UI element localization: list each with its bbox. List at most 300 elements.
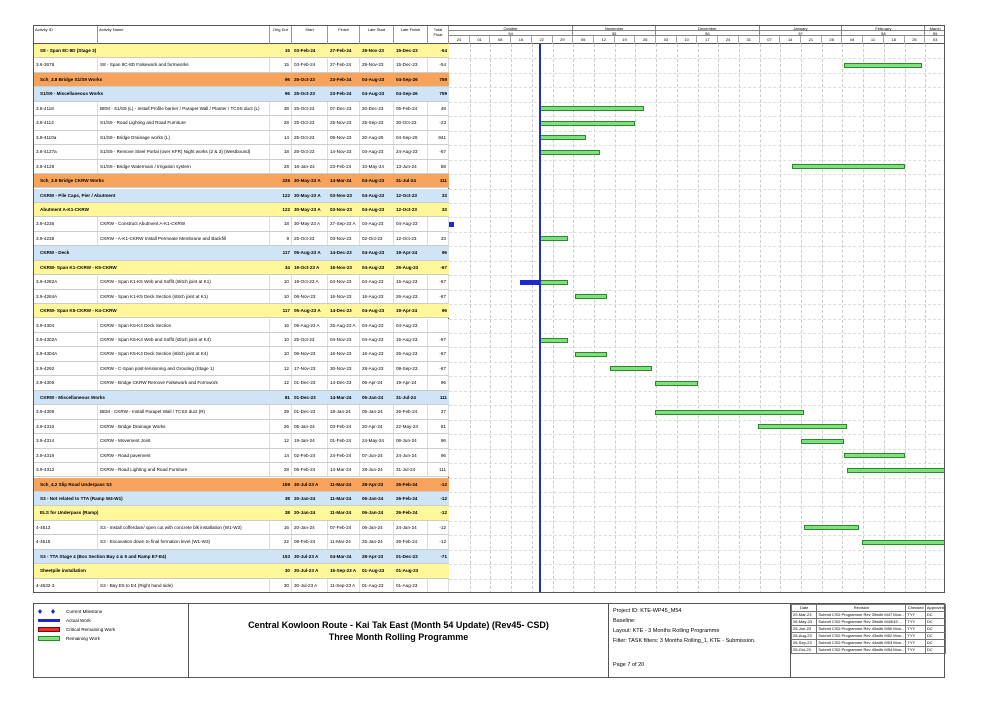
cell-finish: 14-Dec-23 [328, 376, 360, 389]
wbs-band-row[interactable] [34, 550, 449, 564]
activity-bar[interactable] [804, 525, 859, 530]
revision-cell: 28-Aug-23 [792, 633, 817, 640]
month-header: March [925, 26, 945, 31]
cell-lf: 01-Dec-23 [396, 553, 418, 559]
cell-start: 25-Oct-23 [294, 91, 315, 97]
cell-ls: 16-Aug-23 [360, 290, 394, 303]
day-tick: 03 [925, 36, 945, 44]
row-grid-line [449, 376, 945, 377]
cell-name: CKRW - Road pavement [98, 449, 270, 462]
cell-id: 3.9-4312 [34, 463, 98, 476]
actual-bar[interactable] [520, 280, 540, 285]
cell-dur: 28 [270, 116, 292, 129]
cell-id: S3 - Not related to TTA (Ramp W4-W1) [40, 495, 123, 501]
cell-ls: 04-Aug-23 [362, 76, 385, 82]
week-header: 57 [760, 31, 843, 36]
cell-ls: 29-Nov-23 [360, 58, 394, 71]
revision-header-row [792, 605, 946, 612]
row-grid-line [449, 217, 945, 218]
cell-ls: 04-Aug-23 [362, 250, 385, 256]
wbs-band-row[interactable] [34, 478, 449, 492]
cell-start: 25-Oct-23 [292, 333, 328, 346]
cell-dur: 26 [270, 420, 292, 433]
cell-dur: 226 [282, 178, 290, 184]
day-tick: 19 [615, 36, 636, 44]
cell-tf [428, 217, 449, 230]
title-sub: Three Month Rolling Programme [328, 632, 469, 642]
activity-row[interactable] [34, 232, 449, 246]
col-activity-id[interactable]: Activity ID [34, 26, 98, 44]
cell-start: 30-May-23 A [294, 178, 321, 184]
cell-tf: -54 [428, 58, 449, 71]
cell-start: 02-Feb-24 [292, 449, 328, 462]
activity-bar[interactable] [844, 63, 922, 68]
cell-start: 19-Oct-23 A [292, 275, 328, 288]
cell-dur: 153 [282, 553, 290, 559]
cell-lf: 06-Jun-24 [394, 434, 428, 447]
activity-row[interactable] [34, 217, 449, 231]
cell-tf: 111 [439, 394, 447, 400]
cell-finish: 11-Mar-24 [330, 481, 352, 487]
col-orig-dur[interactable]: Orig Dur [270, 26, 292, 44]
cell-ls: 04-Aug-23 [360, 319, 394, 332]
data-date-line [539, 44, 541, 593]
cell-dur: 9 [270, 232, 292, 245]
cell-tf: 88 [428, 160, 449, 173]
wbs-band-row[interactable] [34, 492, 449, 506]
cell-id: 3.9-4304A [34, 347, 98, 360]
activity-row[interactable] [34, 579, 449, 593]
cell-dur: 38 [284, 510, 290, 516]
cell-id: CKRW- Span K5-CKRW - K4-CKRW [40, 308, 117, 314]
cell-tf: -12 [440, 510, 447, 516]
day-tick: 31 [739, 36, 760, 44]
cell-tf: -67 [428, 333, 449, 346]
cell-finish: 14-Mar-24 [330, 178, 352, 184]
cell-id: 4-4632-3 [34, 579, 98, 592]
cell-start: 16-Jan-24 [292, 160, 328, 173]
day-tick: 25 [905, 36, 926, 44]
row-grid-line [449, 449, 945, 450]
activity-row[interactable] [34, 521, 449, 535]
cell-id: 3.9-4316 [34, 449, 98, 462]
activity-row[interactable] [34, 434, 449, 448]
activity-bar[interactable] [540, 338, 568, 343]
cell-dur: 159 [282, 481, 290, 487]
cell-finish: 27-Sep-23 A [328, 217, 360, 230]
cell-start: 30-May-23 A [294, 192, 321, 198]
cell-lf: 26-Feb-24 [394, 535, 428, 548]
cell-finish: 01-Feb-24 [328, 434, 360, 447]
cell-start: 30-May-23 A [292, 217, 328, 230]
cell-finish: 04-Nov-23 [328, 275, 360, 288]
remaining-work-icon [38, 636, 60, 641]
cell-lf: 09-Sep-23 [394, 362, 428, 375]
cell-finish: 27-Feb-24 [328, 58, 360, 71]
cell-dur: 18 [270, 217, 292, 230]
cell-ls: 06-Jan-24 [362, 510, 384, 516]
cell-finish: 04-Nov-23 [328, 333, 360, 346]
cell-start: 08-Feb-24 [292, 535, 328, 548]
revision-cell: Submit CSD Programme Rev 39with M47 Mon... [818, 612, 905, 617]
activity-bar[interactable] [655, 381, 698, 386]
cell-start: 20-Jan-24 [294, 495, 316, 501]
day-tick: 08 [490, 36, 511, 44]
cell-id: 3.8-4114 [34, 116, 98, 129]
activity-row[interactable] [34, 376, 449, 390]
wbs-band-row[interactable] [34, 174, 449, 188]
wbs-band-row[interactable] [34, 246, 449, 260]
activity-bar[interactable] [540, 106, 644, 111]
month-header: January [760, 26, 843, 31]
activity-row[interactable] [34, 463, 449, 477]
cell-start: 25-Oct-23 [294, 76, 315, 82]
cell-name: CKRW - Movement Joint [98, 434, 270, 447]
activity-row[interactable] [34, 405, 449, 419]
band-spacer [449, 73, 945, 87]
cell-name: CKRW - Construct Abutment A-K1-CKRW [98, 217, 270, 230]
cell-dur: 10 [270, 347, 292, 360]
rev-col-date: Date [792, 605, 817, 612]
cell-lf: 19-Apr-24 [394, 376, 428, 389]
revision-cell: Submit CSD Programme Rev 40with M50 Mon... [818, 626, 905, 631]
cell-lf: 05-Feb-24 [394, 102, 428, 115]
cell-ls: 04-Aug-23 [362, 178, 385, 184]
cell-start: 05-Aug-23 A [294, 308, 321, 314]
revision-cell: DC [925, 647, 945, 654]
cell-id: 3.9-4292 [34, 362, 98, 375]
row-grid-line [449, 579, 945, 580]
cell-name: S1/S9 - Bridge Watermain / Irrigation system [98, 160, 270, 173]
cell-lf: 26-Aug-23 [394, 347, 428, 360]
row-grid-line [449, 58, 945, 59]
cell-id: ELS for Underpass (Ramp) [40, 510, 99, 516]
cell-lf: 01-Aug-23 [394, 579, 428, 592]
cell-tf: 96 [441, 308, 447, 314]
col-total-float[interactable]: Total Float [428, 26, 449, 44]
cell-name: CKRW - Span K5-K4 Deck Section [98, 319, 270, 332]
day-tick: 04 [842, 36, 863, 44]
cell-tf: -67 [440, 264, 447, 270]
critical-work-icon [38, 627, 60, 632]
cell-lf: 26-Feb-24 [396, 510, 418, 516]
cell-tf: -67 [428, 362, 449, 375]
cell-name: S8 - Span 8C-8D Falsework and formworks [98, 58, 270, 71]
cell-id: 3.9-4304 [34, 319, 98, 332]
activity-bar[interactable] [610, 366, 652, 371]
wbs-band-row[interactable] [34, 304, 449, 318]
project-info [609, 604, 791, 677]
cell-dur: 34 [284, 264, 290, 270]
cell-dur: 38 [284, 495, 290, 501]
revision-cell: TYY [906, 647, 925, 654]
activity-bar[interactable] [575, 294, 607, 299]
cell-name: CKRW - A-K1-CKRW Install Permeate Membrane and Backfill [98, 232, 270, 245]
row-grid-line [449, 319, 945, 320]
cell-finish: 11-Mar-24 [330, 495, 352, 501]
cell-tf [428, 579, 449, 592]
activity-bar[interactable] [540, 150, 600, 155]
activity-bar[interactable] [862, 540, 945, 545]
activity-bar[interactable] [758, 424, 847, 429]
row-grid-line [449, 535, 945, 536]
row-grid-line [449, 333, 945, 334]
cell-name: CKRW - Bridge CKRW Remove Falsework and Formwork [98, 376, 270, 389]
wbs-band-row[interactable] [34, 73, 449, 87]
revision-row [792, 626, 946, 633]
revision-cell: TYY [906, 640, 925, 647]
cell-dur: 18 [270, 145, 292, 158]
activity-table [34, 44, 449, 593]
revision-cell: TYY [906, 619, 925, 626]
day-tick: 17 [698, 36, 719, 44]
row-grid-line [449, 232, 945, 233]
row-grid-line [449, 160, 945, 161]
revision-cell: Submit CSD Programme Rev 44with M53 Mon... [818, 640, 905, 645]
row-grid-line [449, 405, 945, 406]
cell-lf: 12-Oct-23 [396, 192, 417, 198]
row-grid-line [449, 492, 945, 493]
cell-ls: 04-Aug-23 [362, 308, 385, 314]
band-spacer [449, 174, 945, 188]
month-header: October [449, 26, 573, 31]
revision-cell: 25-Jun-23 [792, 626, 817, 633]
cell-tf: 759 [439, 91, 447, 97]
cell-name: S3 - Install cofferdam/ open cut with concrete blk installation (W1-W3) [98, 521, 270, 534]
day-tick: 22 [532, 36, 553, 44]
band-spacer [449, 478, 945, 492]
activity-row[interactable] [34, 290, 449, 304]
cell-ls: 04-Aug-23 [362, 91, 385, 97]
cell-dur: 81 [284, 394, 290, 400]
cell-tf: 111 [439, 178, 447, 184]
cell-dur: 12 [270, 434, 292, 447]
cell-dur: 15 [270, 58, 292, 71]
cell-lf: 04-Sep-26 [396, 91, 418, 97]
cell-tf: -67 [428, 347, 449, 360]
cell-tf: 759 [439, 76, 447, 82]
day-tick: 03 [656, 36, 677, 44]
wbs-band-row[interactable] [34, 44, 449, 58]
cell-start: 03-Feb-24 [292, 58, 328, 71]
activity-bar[interactable] [801, 439, 843, 444]
baseline: Baseline: [613, 618, 636, 624]
activity-row[interactable] [34, 535, 449, 549]
activity-row[interactable] [34, 449, 449, 463]
cell-id: Sch_3.8 Bridge S1/S9 Works [40, 76, 103, 82]
cell-dur: 14 [270, 449, 292, 462]
cell-start: 30-Jul-23 A [292, 579, 328, 592]
cell-start: 06-Nov-23 [292, 347, 328, 360]
cell-finish: 25-Nov-23 [328, 116, 360, 129]
activity-row[interactable] [34, 145, 449, 159]
activity-row[interactable] [34, 362, 449, 376]
cell-lf: 19-Apr-24 [396, 250, 418, 256]
activity-row[interactable] [34, 131, 449, 145]
cell-lf: 26-Feb-24 [396, 481, 418, 487]
cell-finish: 16-Nov-23 [330, 264, 352, 270]
day-tick: 01 [470, 36, 491, 44]
cell-start: 25-Oct-23 [292, 232, 328, 245]
cell-finish: 30-Nov-23 [328, 362, 360, 375]
cell-start: 01-Dec-23 [294, 394, 316, 400]
cell-dur: 12 [270, 376, 292, 389]
layout-name: Layout: KTE - 3 Months Rolling Programme [613, 628, 720, 634]
cell-tf: 96 [428, 449, 449, 462]
cell-start: 20-Jan-24 [294, 510, 316, 516]
wbs-band-row[interactable] [34, 506, 449, 520]
cell-finish: 16-Nov-23 [328, 290, 360, 303]
cell-ls: 28-Apr-23 [362, 553, 384, 559]
cell-id: 3.9-4306 [34, 376, 98, 389]
day-tick: 26 [635, 36, 656, 44]
cell-start: 20-Jan-24 [292, 521, 328, 534]
cell-id: Sch_4.2 Slip Road Underpass S3 [40, 481, 112, 487]
revision-row [792, 612, 946, 619]
gantt-sheet [33, 25, 945, 593]
revision-cell: Submit CSD Programme Rev 45with M54 Mon... [818, 647, 905, 652]
row-grid-line [449, 116, 945, 117]
cell-name: S1/S9 - Road Lighting and Road Furniture [98, 116, 270, 129]
cell-ls: 28-Apr-23 [362, 481, 384, 487]
cell-lf: 24-Jun-24 [394, 449, 428, 462]
col-late-start[interactable]: Late Start [360, 26, 394, 44]
wbs-band-row[interactable] [34, 391, 449, 405]
cell-tf: -67 [428, 145, 449, 158]
day-tick: 11 [863, 36, 884, 44]
cell-ls: 28-Jun-24 [360, 463, 394, 476]
activity-row[interactable] [34, 319, 449, 333]
activity-row[interactable] [34, 420, 449, 434]
cell-lf: 15-Dec-23 [396, 48, 418, 53]
activity-row[interactable] [34, 347, 449, 361]
wbs-band-row[interactable] [34, 203, 449, 217]
row-grid-line [449, 391, 945, 392]
cell-ls: 04-Aug-23 [362, 206, 385, 212]
week-header: 56 [656, 31, 760, 36]
cell-tf: 96 [428, 434, 449, 447]
day-tick: 14 [780, 36, 801, 44]
activity-bar[interactable] [655, 410, 804, 415]
cell-lf: 26-Aug-23 [394, 290, 428, 303]
cell-lf: 04-Sep-26 [394, 131, 428, 144]
cell-finish: 03-Nov-23 [328, 232, 360, 245]
cell-tf: 48 [428, 102, 449, 115]
title-main: Central Kowloon Route - Kai Tak East (Month 54 Update) (Rev45- CSD) [248, 620, 549, 630]
activity-row[interactable] [34, 275, 449, 289]
cell-lf: 24-Jan-24 [394, 521, 428, 534]
cell-finish: 14-Mar-24 [330, 394, 352, 400]
cell-ls: 29-Nov-23 [362, 48, 384, 53]
cell-finish: 03-Nov-23 [330, 192, 352, 198]
cell-ls: 04-Aug-23 [362, 264, 385, 270]
page-number: Page 7 of 20 [613, 662, 645, 668]
row-grid-line [449, 145, 945, 146]
activity-bar[interactable] [540, 135, 586, 140]
revision-cell: 26-Sep-23 [792, 640, 817, 647]
day-tick: 18 [884, 36, 905, 44]
col-late-finish[interactable]: Late Finish [394, 26, 428, 44]
row-grid-line [449, 420, 945, 421]
cell-finish: 25-Aug-23 A [328, 319, 360, 332]
activity-bar[interactable] [844, 453, 906, 458]
cell-tf: -71 [440, 553, 447, 559]
cell-lf: 15-Dec-23 [394, 58, 428, 71]
cell-tf: -12 [440, 495, 447, 501]
cell-start: 05-Aug-23 A [292, 319, 328, 332]
activity-row[interactable] [34, 102, 449, 116]
cell-lf: 04-Aug-23 [394, 217, 428, 230]
cell-lf: 31-Jul-24 [394, 463, 428, 476]
revision-cell: TYY [906, 633, 925, 640]
cell-ls: 06-Apr-24 [360, 376, 394, 389]
cell-tf: 96 [428, 376, 449, 389]
cell-dur: 30 [284, 568, 290, 574]
row-grid-line [449, 463, 945, 464]
activity-bar[interactable] [540, 121, 635, 126]
activity-bar[interactable] [449, 222, 454, 227]
activity-row[interactable] [34, 116, 449, 130]
month-header: November [573, 26, 656, 31]
cell-id: Sheetpile installation [40, 568, 86, 574]
cell-ls: 20-Aug-26 [360, 131, 394, 144]
cell-id: 3.9-4236 [34, 217, 98, 230]
cell-start: 17-Nov-23 [292, 362, 328, 375]
legend: Current Milestone Actual Work Critical Remaining Work Remaining Work [34, 604, 189, 677]
cell-ls: 04-Aug-23 [362, 192, 385, 198]
cell-start: 25-Oct-23 [292, 131, 328, 144]
wbs-band-row[interactable] [34, 189, 449, 203]
wbs-band-row[interactable] [34, 87, 449, 101]
activity-bar[interactable] [847, 468, 945, 473]
activity-bar[interactable] [792, 164, 906, 169]
cell-dur: 117 [282, 250, 290, 256]
col-start[interactable]: Start [292, 26, 328, 44]
cell-finish: 24-Feb-24 [328, 449, 360, 462]
revision-cell: Submit CSD Programme Rev 43with M52 Mon... [818, 633, 905, 638]
activity-row[interactable] [34, 333, 449, 347]
col-finish[interactable]: Finish [328, 26, 360, 44]
activity-row[interactable] [34, 58, 449, 72]
cell-lf: 30-Oct-23 [394, 116, 428, 129]
activity-row[interactable] [34, 160, 449, 174]
wbs-band-row[interactable] [34, 261, 449, 275]
col-activity-name[interactable]: Activity Name [98, 26, 270, 44]
cell-start: 03-Feb-24 [294, 48, 316, 53]
row-grid-line [449, 550, 945, 551]
activity-bar[interactable] [575, 352, 607, 357]
row-grid-line [449, 261, 945, 262]
cell-tf [428, 564, 449, 577]
cell-lf: 26-Feb-24 [394, 405, 428, 418]
activity-bar[interactable] [540, 236, 568, 241]
cell-start: 05-Jan-24 [292, 420, 328, 433]
cell-finish: 14-Dec-23 [330, 308, 352, 314]
cell-id: Sch_3.9 Bridge CKRW Works [40, 178, 104, 184]
cell-id: CKRW - Pile Caps, Pier / Abutment [40, 192, 116, 198]
cell-ls: 25-Sep-23 [360, 116, 394, 129]
cell-tf: 841 [428, 131, 449, 144]
cell-ls: 07-Jun-24 [360, 449, 394, 462]
cell-ls: 04-Aug-23 [360, 333, 394, 346]
cell-ls: 05-Jan-24 [362, 394, 384, 400]
cell-dur: 16 [270, 521, 292, 534]
cell-finish: 11-Mar-24 [330, 510, 352, 516]
revision-row [792, 619, 946, 626]
cell-ls: 06-Jan-24 [362, 495, 384, 501]
cell-tf: 96 [441, 250, 447, 256]
wbs-band-row[interactable] [34, 564, 449, 578]
